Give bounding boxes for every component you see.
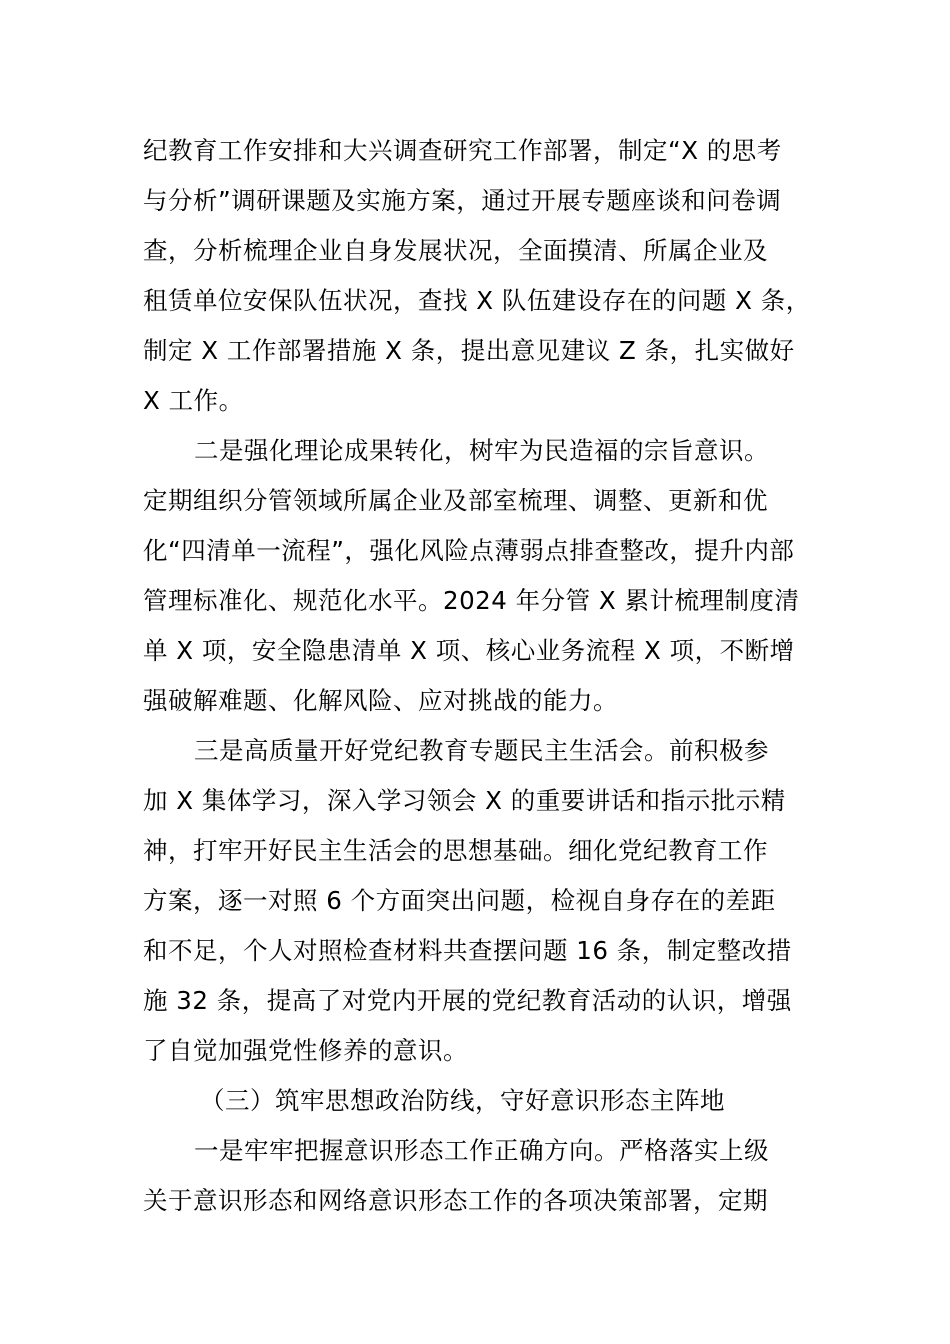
text-line: 强破解难题、化解风险、应对挑战的能力。	[143, 686, 618, 715]
text-line: 租赁单位安保队伍状况，查找 X 队伍建设存在的问题 X 条，	[143, 286, 811, 315]
text-line: 施 32 条，提高了对党内开展的党纪教育活动的认识，增强	[143, 986, 792, 1015]
text-line: 制定 X 工作部署措施 X 条，提出意见建议 Z 条，扎实做好	[143, 336, 795, 365]
text-line: 加 X 集体学习，深入学习领会 X 的重要讲话和指示批示精	[143, 786, 786, 815]
paragraph-start-line: 二是强化理论成果转化，树牢为民造福的宗旨意识。	[194, 436, 769, 465]
section-heading: （三）筑牢思想政治防线，守好意识形态主阵地	[200, 1086, 725, 1115]
text-line: 和不足，个人对照检查材料共查摆问题 16 条，制定整改措	[143, 936, 792, 965]
text-line: 单 X 项，安全隐患清单 X 项、核心业务流程 X 项，不断增	[143, 636, 795, 665]
body-text	[143, 126, 823, 1226]
text-line: 神，打牢开好民主生活会的思想基础。细化党纪教育工作	[143, 836, 768, 865]
paragraph-start-line: 一是牢牢把握意识形态工作正确方向。严格落实上级	[194, 1136, 769, 1165]
text-line: 方案，逐一对照 6 个方面突出问题，检视自身存在的差距	[143, 886, 776, 915]
text-line: 定期组织分管领域所属企业及部室梳理、调整、更新和优	[143, 486, 768, 515]
text-line: 了自觉加强党性修养的意识。	[143, 1036, 468, 1065]
text-line: 管理标准化、规范化水平。2024 年分管 X 累计梳理制度清	[143, 586, 800, 615]
text-line: 纪教育工作安排和大兴调查研究工作部署，制定“X 的思考	[143, 136, 782, 165]
paragraph-start-line: 三是高质量开好党纪教育专题民主生活会。前积极参	[194, 736, 769, 765]
text-line: X 工作。	[143, 386, 244, 415]
text-line: 查，分析梳理企业自身发展状况，全面摸清、所属企业及	[143, 236, 768, 265]
text-line: 关于意识形态和网络意识形态工作的各项决策部署，定期	[143, 1186, 768, 1215]
text-line: 化“四清单一流程”，强化风险点薄弱点排查整改，提升内部	[143, 536, 795, 565]
text-line: 与分析”调研课题及实施方案，通过开展专题座谈和问卷调	[143, 186, 782, 215]
